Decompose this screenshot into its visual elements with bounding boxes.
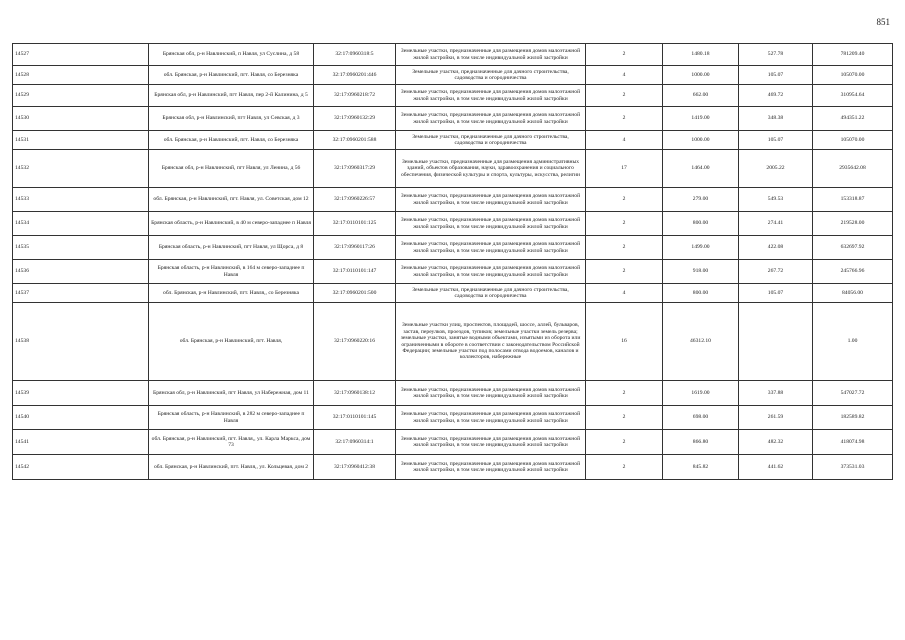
- cadastral-number-cell: 32:17:0960138:12: [314, 381, 396, 406]
- cadastral-value-cell: 153318.87: [813, 188, 893, 212]
- cadastral-number-cell: 32:17:0960226:57: [314, 188, 396, 212]
- use-group-code-cell: 17: [586, 150, 663, 188]
- table-row: [13, 284, 893, 303]
- address-cell: Брянская обл, р-н Навлинский, пгт Навля, пер 2-й Калинина, д 5: [149, 85, 314, 107]
- area-cell: 279.00: [663, 188, 739, 212]
- parcel-id-cell: 14540: [13, 406, 149, 430]
- cadastral-number-cell: 32:17:0960412:38: [314, 455, 396, 480]
- land-use-cell: Земельные участки, предназначенные для дачного строительства, садоводства и огородничества: [396, 131, 586, 150]
- cadastral-number-cell: 32:17:0110101:125: [314, 212, 396, 236]
- table-row: [13, 44, 893, 66]
- cadastral-value-cell: 2935642.08: [813, 150, 893, 188]
- area-cell: 918.00: [663, 260, 739, 284]
- specific-value-cell: 527.78: [739, 44, 813, 66]
- address-cell: обл. Брянская, р-н Навлинский, пгт. Навля,, со Березняка: [149, 284, 314, 303]
- land-use-cell: Земельные участки, предназначенные для размещения административных зданий, объектов образования, науки, здравоохранения и социального обеспечения, физической культуры и спорта, культуры, искусства, религии: [396, 150, 586, 188]
- specific-value-cell: 348.38: [739, 107, 813, 131]
- use-group-code-cell: 2: [586, 107, 663, 131]
- table-row: [13, 188, 893, 212]
- use-group-code-cell: 2: [586, 260, 663, 284]
- specific-value-cell: 267.72: [739, 260, 813, 284]
- cadastral-number-cell: 32:17:0960218:72: [314, 85, 396, 107]
- use-group-code-cell: 16: [586, 303, 663, 381]
- use-group-code-cell: 2: [586, 455, 663, 480]
- table-row: [13, 212, 893, 236]
- parcel-id-cell: 14535: [13, 236, 149, 260]
- parcel-id-cell: 14534: [13, 212, 149, 236]
- specific-value-cell: [739, 303, 813, 381]
- table-row: [13, 303, 893, 381]
- cadastral-value-cell: 373531.03: [813, 455, 893, 480]
- specific-value-cell: 2005.22: [739, 150, 813, 188]
- parcel-id-cell: 14542: [13, 455, 149, 480]
- address-cell: обл. Брянская, р-н Навлинский, пгт. Навля, ул. Советская, дом 12: [149, 188, 314, 212]
- cadastral-value-cell: 219528.00: [813, 212, 893, 236]
- specific-value-cell: 441.62: [739, 455, 813, 480]
- cadastral-number-cell: 32:17:0960201:446: [314, 66, 396, 85]
- table-row: [13, 455, 893, 480]
- area-cell: 1480.18: [663, 44, 739, 66]
- area-cell: 800.00: [663, 284, 739, 303]
- parcel-id-cell: 14533: [13, 188, 149, 212]
- parcel-id-cell: 14532: [13, 150, 149, 188]
- use-group-code-cell: 2: [586, 44, 663, 66]
- address-cell: Брянская область, р-н Навлинский, пгт Навля, ул Щорса, д 8: [149, 236, 314, 260]
- specific-value-cell: 469.72: [739, 85, 813, 107]
- address-cell: Брянская обл, р-н Навлинский, п Навля, ул Суслина, д 58: [149, 44, 314, 66]
- cadastral-value-cell: 84056.00: [813, 284, 893, 303]
- table-row: [13, 430, 893, 455]
- cadastral-value-cell: 182589.82: [813, 406, 893, 430]
- table-row: [13, 131, 893, 150]
- area-cell: 1499.00: [663, 236, 739, 260]
- land-use-cell: Земельные участки, предназначенные для размещения домов малоэтажной жилой застройки, в том числе индивидуальной жилой застройки: [396, 107, 586, 131]
- land-use-cell: Земельные участки, предназначенные для размещения домов малоэтажной жилой застройки, в том числе индивидуальной жилой застройки: [396, 85, 586, 107]
- area-cell: 1464.00: [663, 150, 739, 188]
- cadastral-value-cell: 781209.40: [813, 44, 893, 66]
- cadastral-value-cell: 105070.00: [813, 66, 893, 85]
- table-row: [13, 107, 893, 131]
- land-use-cell: Земельные участки, предназначенные для размещения домов малоэтажной жилой застройки, в том числе индивидуальной жилой застройки: [396, 430, 586, 455]
- cadastral-value-cell: 1.00: [813, 303, 893, 381]
- area-cell: 662.00: [663, 85, 739, 107]
- page-number: 851: [876, 17, 890, 27]
- parcel-id-cell: 14528: [13, 66, 149, 85]
- cadastral-value-table: [12, 43, 893, 480]
- cadastral-number-cell: 32:17:0960314:1: [314, 430, 396, 455]
- use-group-code-cell: 4: [586, 66, 663, 85]
- area-cell: 866.80: [663, 430, 739, 455]
- use-group-code-cell: 2: [586, 430, 663, 455]
- specific-value-cell: 261.59: [739, 406, 813, 430]
- address-cell: обл. Брянская, р-н Навлинский, пгт. Навля, со Березняка: [149, 66, 314, 85]
- parcel-id-cell: 14530: [13, 107, 149, 131]
- area-cell: 1000.00: [663, 66, 739, 85]
- cadastral-number-cell: 32:17:0960201:588: [314, 131, 396, 150]
- use-group-code-cell: 4: [586, 284, 663, 303]
- address-cell: Брянская область, р-н Навлинский, в 40 м северо-западнее п Навля: [149, 212, 314, 236]
- address-cell: Брянская область, р-н Навлинский, в 164 м северо-западнее п Навля: [149, 260, 314, 284]
- cadastral-number-cell: 32:17:0960220:16: [314, 303, 396, 381]
- parcel-id-cell: 14536: [13, 260, 149, 284]
- land-use-cell: Земельные участки, предназначенные для размещения домов малоэтажной жилой застройки, в том числе индивидуальной жилой застройки: [396, 44, 586, 66]
- address-cell: Брянская обл, р-н Навлинский, пгт Навля, ул Ленина, д 56: [149, 150, 314, 188]
- cadastral-value-cell: 632697.92: [813, 236, 893, 260]
- specific-value-cell: 337.88: [739, 381, 813, 406]
- area-cell: 845.82: [663, 455, 739, 480]
- area-cell: 1619.00: [663, 381, 739, 406]
- area-cell: 698.00: [663, 406, 739, 430]
- address-cell: Брянская область, р-н Навлинский, в 282 м северо-западнее п Навля: [149, 406, 314, 430]
- area-cell: 800.00: [663, 212, 739, 236]
- cadastral-value-cell: 310954.64: [813, 85, 893, 107]
- cadastral-value-cell: 547027.72: [813, 381, 893, 406]
- specific-value-cell: 549.53: [739, 188, 813, 212]
- table-row: [13, 66, 893, 85]
- use-group-code-cell: 2: [586, 406, 663, 430]
- specific-value-cell: 105.07: [739, 66, 813, 85]
- parcel-id-cell: 14538: [13, 303, 149, 381]
- land-use-cell: Земельные участки, предназначенные для дачного строительства, садоводства и огородничества: [396, 66, 586, 85]
- land-use-cell: Земельные участки, предназначенные для размещения домов малоэтажной жилой застройки, в том числе индивидуальной жилой застройки: [396, 260, 586, 284]
- specific-value-cell: 422.08: [739, 236, 813, 260]
- table-row: [13, 85, 893, 107]
- address-cell: Брянская обл, р-н Навлинский, пгт Навля, ул Набережная, дом 11: [149, 381, 314, 406]
- parcel-id-cell: 14529: [13, 85, 149, 107]
- cadastral-value-cell: 494351.22: [813, 107, 893, 131]
- cadastral-number-cell: 32:17:0960132:29: [314, 107, 396, 131]
- address-cell: обл. Брянская, р-н Навлинский, пгт. Навля,, ул. Карла Маркса, дом 73: [149, 430, 314, 455]
- land-use-cell: Земельные участки, предназначенные для размещения домов малоэтажной жилой застройки, в том числе индивидуальной жилой застройки: [396, 236, 586, 260]
- address-cell: Брянская обл, р-н Навлинский, пгт Навля, ул Севская, д 3: [149, 107, 314, 131]
- use-group-code-cell: 4: [586, 131, 663, 150]
- address-cell: обл. Брянская, р-н Навлинский, пгт. Навля, со Березняка: [149, 131, 314, 150]
- specific-value-cell: 274.41: [739, 212, 813, 236]
- table-row: [13, 150, 893, 188]
- land-use-cell: Земельные участки, предназначенные для размещения домов малоэтажной жилой застройки, в том числе индивидуальной жилой застройки: [396, 212, 586, 236]
- cadastral-value-cell: 418074.98: [813, 430, 893, 455]
- area-cell: 1419.00: [663, 107, 739, 131]
- cadastral-number-cell: 32:17:0960317:29: [314, 150, 396, 188]
- cadastral-number-cell: 32:17:0960117:26: [314, 236, 396, 260]
- cadastral-number-cell: 32:17:0960318:5: [314, 44, 396, 66]
- parcel-id-cell: 14537: [13, 284, 149, 303]
- use-group-code-cell: 2: [586, 85, 663, 107]
- table-row: [13, 381, 893, 406]
- land-use-cell: Земельные участки, предназначенные для размещения домов малоэтажной жилой застройки, в том числе индивидуальной жилой застройки: [396, 406, 586, 430]
- use-group-code-cell: 2: [586, 236, 663, 260]
- cadastral-number-cell: 32:17:0960201:500: [314, 284, 396, 303]
- parcel-id-cell: 14531: [13, 131, 149, 150]
- land-use-cell: Земельные участки, предназначенные для размещения домов малоэтажной жилой застройки, в том числе индивидуальной жилой застройки: [396, 455, 586, 480]
- cadastral-value-cell: 245766.96: [813, 260, 893, 284]
- table-row: [13, 260, 893, 284]
- use-group-code-cell: 2: [586, 381, 663, 406]
- specific-value-cell: 105.07: [739, 131, 813, 150]
- cadastral-number-cell: 32:17:0110101:147: [314, 260, 396, 284]
- specific-value-cell: 105.07: [739, 284, 813, 303]
- area-cell: 1000.00: [663, 131, 739, 150]
- table-row: [13, 406, 893, 430]
- land-use-cell: Земельные участки, предназначенные для размещения домов малоэтажной жилой застройки, в том числе индивидуальной жилой застройки: [396, 381, 586, 406]
- cadastral-number-cell: 32:17:0110101:145: [314, 406, 396, 430]
- address-cell: обл. Брянская, р-н Навлинский, пгт. Навля,: [149, 303, 314, 381]
- land-use-cell: Земельные участки, предназначенные для дачного строительства, садоводства и огородничества: [396, 284, 586, 303]
- land-use-cell: Земельные участки улиц, проспектов, площадей, шоссе, аллей, бульваров, застав, переулков, проездов, тупиков; земельные участки земель резерва; земельные участки, занятые водными объектами, изъятыми из оборота или ограниченными в обороте в соответствии с законодательством Российской Федерации; земельные участки под полосами отвода водоемов, каналов и коллекторов, набережные: [396, 303, 586, 381]
- land-use-cell: Земельные участки, предназначенные для размещения домов малоэтажной жилой застройки, в том числе индивидуальной жилой застройки: [396, 188, 586, 212]
- specific-value-cell: 482.32: [739, 430, 813, 455]
- parcel-id-cell: 14541: [13, 430, 149, 455]
- parcel-id-cell: 14527: [13, 44, 149, 66]
- table-row: [13, 236, 893, 260]
- area-cell: 46312.10: [663, 303, 739, 381]
- address-cell: обл. Брянская, р-н Навлинский, пгт. Навля,, ул. Кольцевая, дом 2: [149, 455, 314, 480]
- cadastral-value-cell: 105070.00: [813, 131, 893, 150]
- use-group-code-cell: 2: [586, 212, 663, 236]
- use-group-code-cell: 2: [586, 188, 663, 212]
- parcel-id-cell: 14539: [13, 381, 149, 406]
